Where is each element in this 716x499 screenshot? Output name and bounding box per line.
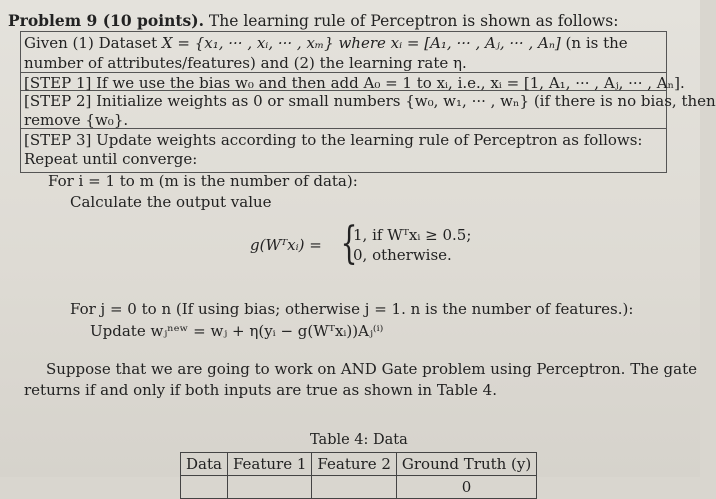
step-2-line-2: remove {w₀}. (24, 111, 129, 129)
step-2-line-1: [STEP 2] Initialize weights as 0 or small numbers {w₀, w₁, ··· , wₙ} (if there is no bias, then (24, 92, 716, 110)
header-feature-2: Feature 2 (312, 453, 396, 476)
problem-title (8, 12, 618, 30)
problem-intro: The learning rule of Perceptron is shown as follows: (208, 12, 619, 30)
cell-data (181, 476, 228, 499)
cell-feature-2 (312, 476, 396, 499)
for-i-line: For i = 1 to m (m is the number of data): (48, 172, 358, 190)
g-lhs (250, 236, 322, 254)
update-line: Update wⱼⁿᵉʷ = wⱼ + η(yᵢ − g(Wᵀxᵢ))Aⱼ⁽ⁱ⁾ (90, 322, 384, 340)
g-lhs-text: g(Wᵀxᵢ) = (250, 236, 322, 254)
repeat-line: Repeat until converge: (24, 150, 198, 168)
given-line-1 (24, 34, 628, 52)
task-line-2: returns if and only if both inputs are true as shown in Table 4. (24, 381, 497, 399)
task-line-1: Suppose that we are going to work on AND Gate problem using Perceptron. The gate (46, 360, 697, 378)
table-header-row (181, 453, 537, 476)
cell-feature-1 (227, 476, 311, 499)
cell-ground-truth: 0 (396, 476, 536, 499)
step-3: [STEP 3] Update weights according to the learning rule of Perceptron as follows: (24, 131, 643, 149)
header-data: Data (181, 453, 228, 476)
case-1: 1, if Wᵀxᵢ ≥ 0.5; (353, 226, 472, 244)
piecewise-brace: { (340, 218, 358, 269)
data-table (180, 452, 537, 499)
box-divider-1 (21, 72, 666, 73)
given-prefix: Given (1) Dataset (24, 34, 158, 52)
for-j-line: For j = 0 to n (If using bias; otherwise j = 1. n is the number of features.): (70, 300, 634, 318)
step-1: [STEP 1] If we use the bias w₀ and then add A₀ = 1 to xᵢ, i.e., xᵢ = [1, A₁, ··· , Aⱼ, ··· , Aₙ]. (24, 74, 685, 92)
given-line-2: number of attributes/features) and (2) the learning rate η. (24, 54, 467, 72)
given-math: X = {x₁, ··· , xᵢ, ··· , xₘ} where xᵢ = [A₁, ··· , Aⱼ, ··· , Aₙ] (161, 34, 561, 52)
calc-line: Calculate the output value (70, 193, 272, 211)
case-2: 0, otherwise. (353, 246, 452, 264)
table-row (181, 476, 537, 499)
header-ground-truth: Ground Truth (y) (396, 453, 536, 476)
given-suffix: (n is the (565, 34, 628, 52)
header-feature-1: Feature 1 (227, 453, 311, 476)
problem-heading: Problem 9 (10 points). (8, 11, 204, 30)
table-caption: Table 4: Data (310, 432, 408, 448)
